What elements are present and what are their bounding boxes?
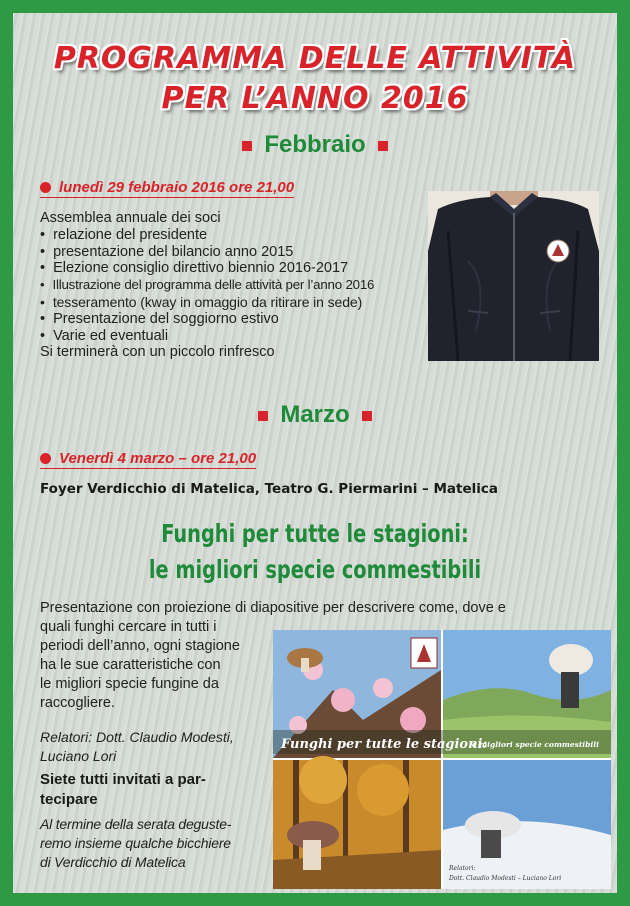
- agenda-closing: Si terminerà con un piccolo rinfresco: [40, 344, 275, 361]
- red-dot-icon: [40, 453, 51, 464]
- agenda-item: • Illustrazione del programma delle attività per l’anno 2016: [40, 277, 440, 294]
- description-first-line: Presentazione con proiezione di diapositive per descrivere come, dove e: [40, 600, 506, 616]
- collage-banner-main: Funghi per tutte le stagioni:: [281, 737, 488, 752]
- description-line: raccogliere.: [40, 695, 115, 711]
- agenda-item: • presentazione del bilancio anno 2015: [40, 244, 440, 261]
- agenda-intro: Assemblea annuale dei soci: [40, 210, 221, 226]
- speakers: [40, 728, 270, 766]
- agenda-item: • Presentazione del soggiorno estivo: [40, 311, 440, 328]
- description-line: ha le sue caratteristiche con: [40, 657, 221, 673]
- event-date-march: Venerdì 4 marzo – ore 21,00: [40, 450, 256, 469]
- square-bullet-icon: [242, 141, 252, 151]
- description-line: periodi dell’anno, ogni stagione: [40, 638, 240, 654]
- square-bullet-icon: [378, 141, 388, 151]
- agenda-item: • Elezione consiglio direttivo biennio 2016-2017: [40, 260, 440, 277]
- event-date-february: lunedì 29 febbraio 2016 ore 21,00: [40, 179, 294, 198]
- tasting-line: di Verdicchio di Matelica: [40, 854, 186, 870]
- description-line: le migliori specie fungine da: [40, 676, 219, 692]
- agenda-item: • tesseramento (kway in omaggio da ritirare in sede): [40, 294, 440, 311]
- month-heading-march: Marzo: [13, 401, 617, 429]
- tasting-line: Al termine della serata deguste-: [40, 816, 232, 832]
- square-bullet-icon: [362, 411, 372, 421]
- square-bullet-icon: [258, 411, 268, 421]
- speakers-line: Luciano Lori: [40, 748, 117, 764]
- venue-line: Foyer Verdicchio di Matelica, Teatro G. Piermarini – Matelica: [40, 481, 499, 497]
- tasting-note: [40, 815, 272, 872]
- poster-title-line-2: PER L’ANNO 2016: [161, 81, 469, 116]
- agenda-item: • relazione del presidente: [40, 227, 440, 244]
- poster: [13, 13, 617, 893]
- poster-title-line-1: PROGRAMMA DELLE ATTIVITÀ: [53, 41, 577, 76]
- collage-banner-sub: le migliori specie commestibili: [469, 740, 599, 749]
- invitation-line: Siete tutti invitati a par-: [40, 771, 206, 788]
- agenda-item: • Varie ed eventuali: [40, 328, 440, 345]
- mushroom-collage: [273, 630, 611, 889]
- agenda-list: [40, 227, 440, 345]
- talk-title-line-2: le migliori specie commestibili: [148, 555, 482, 584]
- kway-jacket-photo: [428, 191, 599, 361]
- invitation-line: tecipare: [40, 791, 98, 808]
- speakers-line: Relatori: Dott. Claudio Modesti,: [40, 729, 234, 745]
- february-agenda: [40, 210, 440, 361]
- tasting-line: remo insieme qualche bicchiere: [40, 835, 231, 851]
- talk-title-line-1: Funghi per tutte le stagioni:: [161, 519, 469, 548]
- invitation: [40, 770, 270, 810]
- red-dot-icon: [40, 182, 51, 193]
- description-line: quali funghi cercare in tutti i: [40, 619, 217, 635]
- collage-credit-1: Relatori:: [449, 865, 476, 872]
- collage-credit-2: Dott. Claudio Modesti – Luciano Lori: [449, 875, 562, 882]
- description-wrapped: [40, 618, 270, 713]
- month-heading-february: Febbraio: [13, 131, 617, 159]
